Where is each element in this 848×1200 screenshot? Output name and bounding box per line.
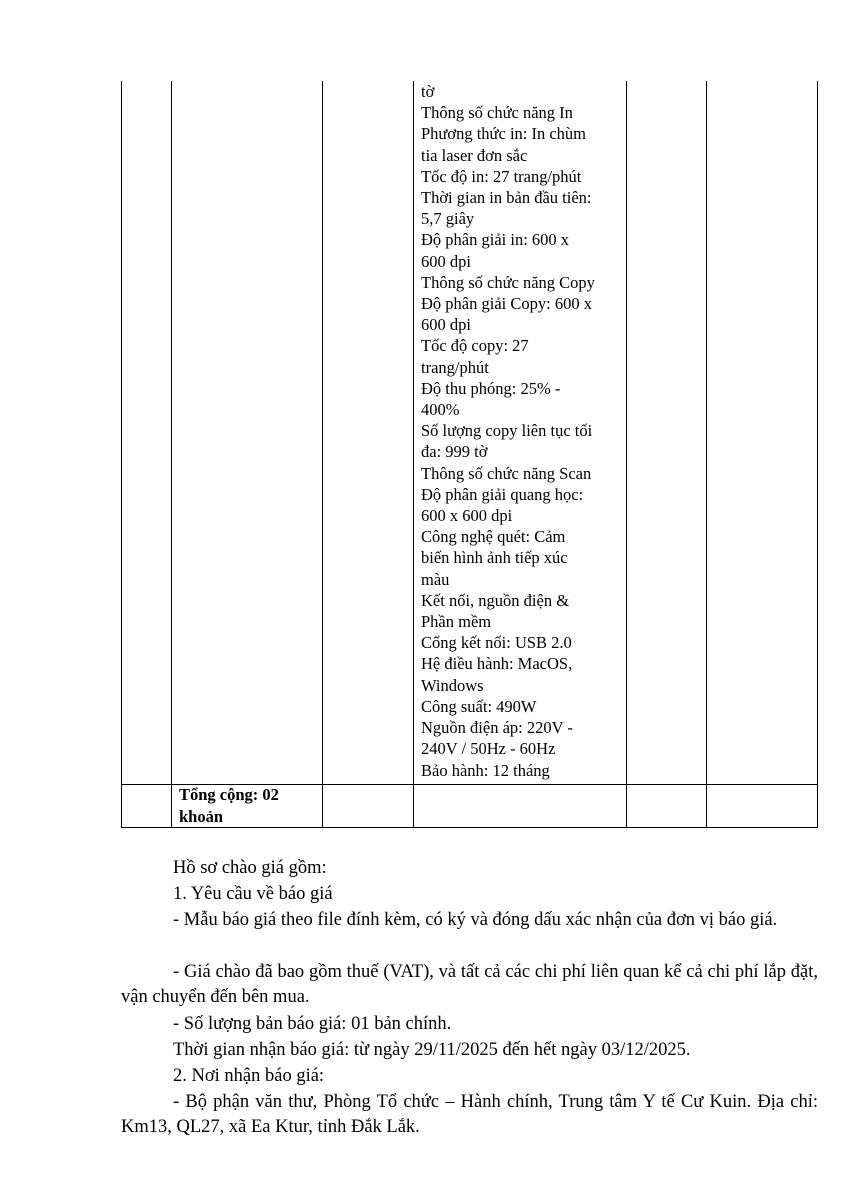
requirement-item-3: - Số lượng bản báo giá: 01 bản chính. xyxy=(173,1014,452,1034)
spec-line: Phương thức in: In chùm xyxy=(421,124,587,144)
table-border xyxy=(817,81,818,828)
table-border xyxy=(413,81,414,828)
section-2-heading: 2. Nơi nhận báo giá: xyxy=(173,1066,325,1086)
spec-line: Thông số chức năng Copy xyxy=(421,272,595,292)
spec-line: trang/phút xyxy=(421,357,489,377)
receiving-time: Thời gian nhận báo giá: từ ngày 29/11/2025 đến hết ngày 03/12/2025. xyxy=(173,1040,691,1060)
table-border xyxy=(121,81,122,828)
spec-line: 600 dpi xyxy=(421,315,471,335)
spec-line: Công suất: 490W xyxy=(421,696,537,716)
spec-line: Tốc độ copy: 27 xyxy=(421,336,529,356)
requirement-item-1: - Mẫu báo giá theo file đính kèm, có ký và đóng dấu xác nhận của đơn vị báo giá. xyxy=(173,910,778,930)
spec-line: 240V / 50Hz - 60Hz xyxy=(421,739,556,759)
spec-line: 600 x 600 dpi xyxy=(421,506,513,526)
total-unit: khoản xyxy=(179,806,224,826)
spec-line: 5,7 giây xyxy=(421,209,475,229)
spec-line: Phần mềm xyxy=(421,612,492,632)
table-border xyxy=(121,827,818,828)
receiving-place: - Bộ phận văn thư, Phòng Tổ chức – Hành chính, Trung tâm Y tế Cư Kuin. Địa chỉ: Km13, QL27, xã Ea Ktur, tỉnh Đắk Lắk. xyxy=(121,1092,818,1137)
spec-line: Nguồn điện áp: 220V - xyxy=(421,718,573,738)
spec-line: 600 dpi xyxy=(421,251,471,271)
spec-line: Số lượng copy liên tục tối xyxy=(421,421,593,441)
spec-line: Thời gian in bản đầu tiên: xyxy=(421,188,592,208)
spec-line: Thông số chức năng Scan xyxy=(421,463,592,483)
spec-line: Độ phân giải in: 600 x xyxy=(421,230,570,250)
total-label: Tổng cộng: 02 xyxy=(179,785,279,804)
spec-line: tia laser đơn sắc xyxy=(421,145,528,165)
spec-line: đa: 999 tờ xyxy=(421,442,488,462)
table-border xyxy=(322,81,323,828)
spec-line: tờ xyxy=(421,82,435,101)
intro-line: Hồ sơ chào giá gồm: xyxy=(173,858,327,878)
spec-line: Cổng kết nối: USB 2.0 xyxy=(421,633,572,653)
total-cell xyxy=(179,784,319,827)
product-specifications-cell xyxy=(421,81,621,781)
table-border xyxy=(171,81,172,828)
spec-line: Windows xyxy=(421,675,484,695)
spec-line: Bảo hành: 12 tháng xyxy=(421,760,550,780)
spec-line: Hệ điều hành: MacOS, xyxy=(421,654,573,674)
section-1-heading: 1. Yêu cầu về báo giá xyxy=(173,884,333,904)
spec-line: biến hình ảnh tiếp xúc xyxy=(421,548,568,568)
quotation-table xyxy=(121,81,818,828)
spec-line: màu xyxy=(421,569,450,589)
spec-line: Độ phân giải Copy: 600 x xyxy=(421,294,592,314)
table-border xyxy=(706,81,707,828)
spec-line: Thông số chức năng In xyxy=(421,103,573,123)
spec-line: 400% xyxy=(421,400,460,420)
spec-line: Tốc độ in: 27 trang/phút xyxy=(421,166,582,186)
table-border xyxy=(626,81,627,828)
spec-line: Độ thu phóng: 25% - xyxy=(421,378,561,398)
spec-line: Kết nối, nguồn điện & xyxy=(421,590,570,610)
spec-line: Độ phân giải quang học: xyxy=(421,484,584,504)
requirement-item-2: - Giá chào đã bao gồm thuế (VAT), và tất cả các chi phí liên quan kể cả chi phí lắp đặt, vận chuyển đến bên mua. xyxy=(121,962,818,1007)
spec-line: Công nghệ quét: Cảm xyxy=(421,527,566,547)
